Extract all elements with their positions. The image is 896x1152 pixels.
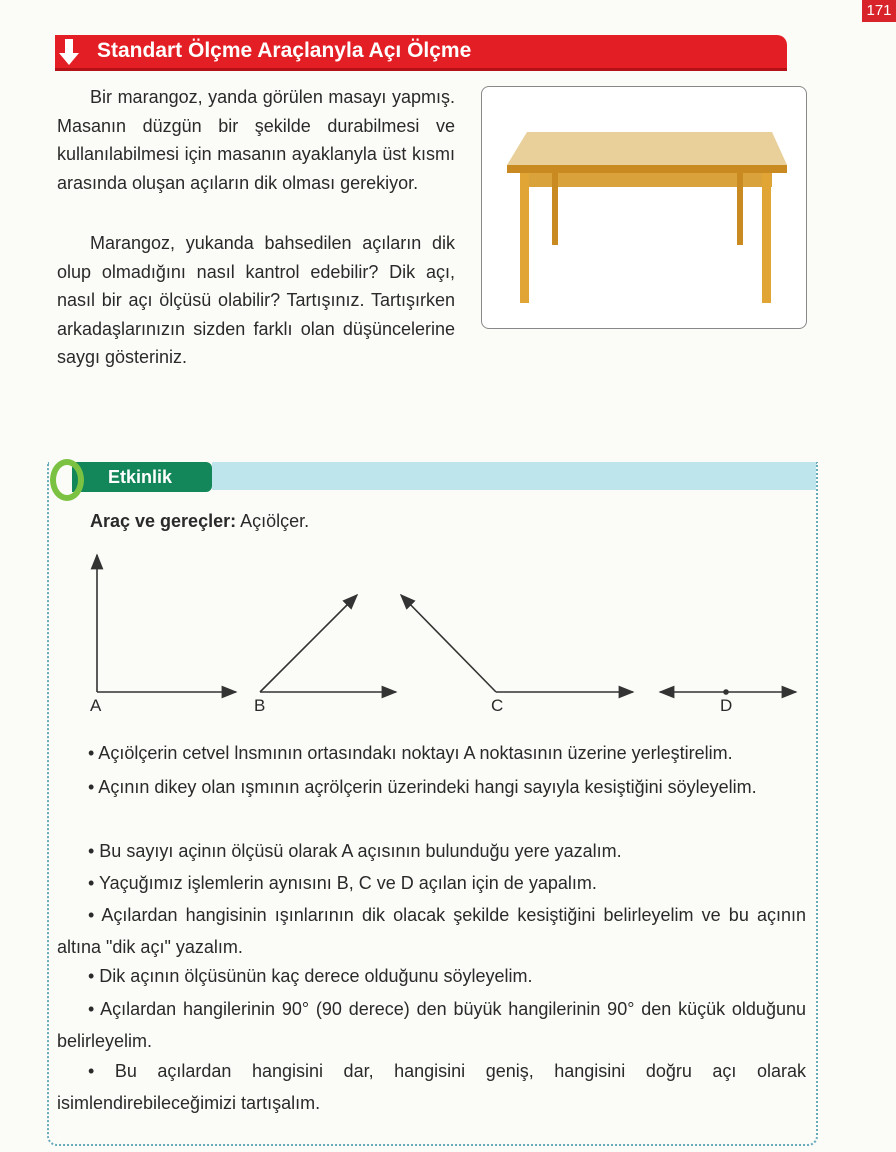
activity-ring-icon [50,459,84,501]
bullet-6: • Dik açının ölçüsünün kaç derece olduğunu söyleyelim. [88,966,533,986]
bullet-1: • Açıölçerin cetvel lnsmının ortasındakı noktayı A noktasının üzerine yerleştirelim. [88,743,733,763]
tools-label: Araç ve gereçler: [90,511,237,531]
angle-c [401,595,633,692]
tools-value: Açıölçer. [236,511,310,531]
angle-d [660,690,796,694]
arrow-down-icon [59,39,79,65]
tools-line [90,511,309,532]
label-c: C [491,696,504,715]
bullet-3: • Bu sayıyı açinın ölçüsü olarak A açısının bulunduğu yere yazalım. [88,841,622,861]
bullet-8: • Bu açılardan hangisini dar, hangisini geniş, hangisini doğru açı olarak isimlendirebileceğimizi tartışalım. [57,1061,806,1113]
intro-paragraph-1: Bir marangoz, yanda görülen masayı yapmış. Masanın düzgün bir şekilde durabilmesi ve kullanılabilmesi için masanın ayaklanyla üst kısmı arasında oluşan açıların dik olması gerekiyor. [57,87,455,193]
angle-diagrams [0,540,896,710]
page-number: 171 [862,0,896,22]
table-image [481,86,807,329]
section-title: Standart Ölçme Araçlanyla Açı Ölçme [97,39,472,62]
intro-paragraph-2: Marangoz, yukanda bahsedilen açıların dik olup olmadığını nasıl kantrol edebilir? Dik açı, nasıl bir açı ölçüsü olabilir? Tartışınız. Tartışırken arkadaşlarınızın sizden farklı olan düşüncelerine saygı gösteriniz. [57,233,455,368]
section-header [55,35,787,71]
angle-b [260,595,396,692]
bullet-4: • Yaçuğımız işlemlerin aynısını B, C ve D açılan için de yapalım. [88,873,597,893]
bullet-5: • Açılardan hangisinin ışınlarının dik olacak şekilde kesiştiğini belirleyelim ve bu açının altına "dik açı" yazalım. [57,905,806,957]
bullet-2: • Açının dikey olan ışmının açrölçerin üzerindeki hangi sayıyla kesiştiğini söyleyelim. [88,777,757,797]
angle-a [97,555,236,692]
label-a: A [90,696,102,715]
label-b: B [254,696,266,715]
label-d: D [720,696,733,715]
activity-label: Etkinlik [72,462,212,492]
bullet-7: • Açılardan hangilerinin 90° (90 derece) den büyük hangilerinin 90° den küçük olduğunu belirleyelim. [57,999,806,1051]
